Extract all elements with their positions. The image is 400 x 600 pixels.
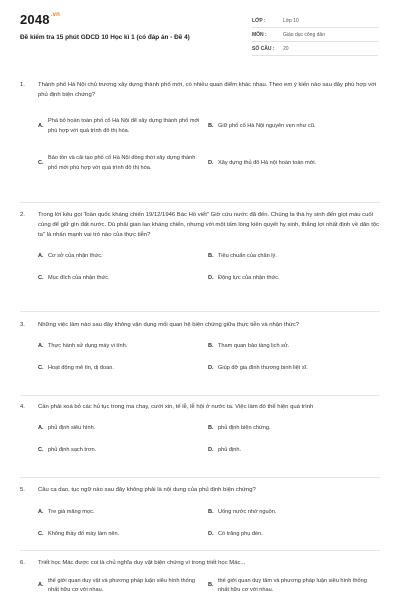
question-number: 1. [20,82,25,88]
option-list [20,502,380,546]
question-divider [20,202,380,203]
option-text: thế giới quan duy vật và phương pháp luận siêu hình thống nhất hữu cơ với nhau. [48,577,195,593]
option-letter: C. [38,531,44,538]
question-divider [20,550,380,551]
exam-info-table [252,14,378,56]
question-text: Thành phố Hà Nội chủ trương xây dựng thành phố mới, có nhiều quan điểm khác nhau. Theo em ý kiến nào sau đây phù hợp với phủ định biện chứng? [38,82,377,98]
option-c[interactable] [38,524,208,546]
option-c[interactable] [38,268,208,290]
option-letter: A. [38,343,44,350]
option-letter: B. [208,343,214,350]
logo-suffix: .vn [50,12,61,18]
option-d[interactable] [208,440,378,462]
option-letter: A. [38,582,44,589]
logo-text: 2048 [20,12,50,27]
question-4 [20,402,380,462]
option-letter: A. [38,253,44,260]
option-text: Uống nước nhớ nguồn. [218,509,277,516]
option-list [20,108,380,182]
option-letter: C. [38,275,44,282]
option-letter: B. [208,425,214,432]
option-letter: D. [208,365,214,372]
info-row-count [252,42,378,56]
question-text: Những việc làm nào sau đây không vận dụng mối quan hệ biện chứng giữa thực tiễn và nhận thức? [38,322,300,328]
option-letter: D. [208,531,214,538]
question-header [20,320,380,330]
option-letter: A. [38,425,44,432]
option-text: Không thầy đố mày làm nên. [48,531,120,538]
question-number: 6. [20,560,25,566]
info-key: MÔN : [252,31,267,38]
info-row-class [252,14,378,28]
option-b[interactable] [208,575,378,597]
option-text: Tiêu chuẩn của chân lý. [218,253,277,260]
option-text: Giúp đỡ gia đình thương binh liệt sĩ. [218,365,308,372]
option-text: Tre già măng mọc. [48,509,95,516]
info-value: Lớp 10 [283,17,299,24]
option-letter: D. [208,447,214,454]
option-b[interactable] [208,502,378,524]
question-number: 4. [20,404,25,410]
question-text: Triết học Mác được coi là chủ nghĩa duy vật biện chứng vì trong triết học Mác... [38,560,246,566]
option-b[interactable] [208,246,378,268]
question-1 [20,80,380,182]
info-value: 20 [283,45,289,52]
option-text: Thực hành sử dụng máy vi tính. [48,343,128,350]
option-list [20,336,380,380]
question-text: Cần phải xoá bỏ các hủ tục trong ma chay, cưới xin, tế lễ, lễ hội ở nước ta. Việc làm đó thể hiện quá trình [38,404,314,410]
info-key: LỚP : [252,17,266,24]
option-text: Có trăng phụ đèn. [218,531,263,538]
option-text: phủ định. [218,447,242,454]
option-text: phủ định siêu hình. [48,425,96,432]
option-c[interactable] [38,358,208,380]
option-letter: A. [38,122,44,129]
question-header [20,402,380,412]
option-list [20,418,380,462]
option-letter: B. [208,122,214,129]
option-text: Cơ sở của nhận thức. [48,253,103,260]
option-text: Động lực của nhận thức. [218,275,280,282]
option-text: phủ định biện chứng. [218,425,271,432]
option-text: Tham quan bảo tàng lịch sử. [218,343,290,350]
option-list [20,246,380,290]
option-text: Mục đích của nhận thức. [48,275,110,282]
question-2 [20,210,380,290]
option-b[interactable] [208,418,378,440]
option-text: thế giới quan duy tâm và phương pháp luận siêu hình thống nhất hữu cơ với nhau. [218,577,367,593]
info-key: SỐ CÂU : [252,45,275,52]
option-d[interactable] [208,145,378,182]
question-header [20,558,380,568]
question-header [20,80,380,100]
option-d[interactable] [208,358,378,380]
option-a[interactable] [38,575,208,597]
option-text: phủ định sạch trơn. [48,447,97,454]
option-text: Phá bỏ hoàn toàn phố cổ Hà Nội để xây dựng thành phố mới phù hợp với quá trình đô thị hóa. [48,118,200,134]
option-d[interactable] [208,268,378,290]
question-3 [20,320,380,380]
option-letter: C. [38,447,44,454]
question-number: 2. [20,212,25,218]
option-letter: B. [208,509,214,516]
question-number: 3. [20,322,25,328]
option-letter: D. [208,275,214,282]
option-a[interactable] [38,418,208,440]
question-divider [20,395,380,396]
option-c[interactable] [38,440,208,462]
option-a[interactable] [38,246,208,268]
option-b[interactable] [208,336,378,358]
option-b[interactable] [208,108,378,145]
option-text: Giữ phố cổ Hà Nội nguyên vẹn như cũ. [218,122,316,129]
question-number: 5. [20,487,25,493]
option-letter: B. [208,253,214,260]
question-text: Câu ca dao, tục ngữ nào sau đây không phải là nội dung của phủ định biện chứng? [38,487,256,493]
site-logo[interactable] [20,12,60,27]
option-text: Xây dựng thủ đô Hà nội hoàn toàn mới. [218,159,317,166]
option-text: Bảo tồn và cải tạo phố cổ Hà Nội đồng thời xây dựng thành phố mới phù hợp với quá trình đô thị hóa. [48,155,196,171]
option-letter: A. [38,509,44,516]
option-d[interactable] [208,524,378,546]
option-letter: C. [38,365,44,372]
option-letter: C. [38,159,44,166]
question-divider [20,311,380,312]
document-title: Đề kiểm tra 15 phút GDCD 10 Học kì 1 (có đáp án - Đề 4) [20,34,190,41]
question-6 [20,558,380,597]
question-header [20,485,380,495]
option-c[interactable] [38,145,208,182]
info-value: Giáo dục công dân [283,31,325,38]
info-row-subject [252,28,378,42]
question-5 [20,485,380,546]
option-letter: D. [208,159,214,166]
option-letter: B. [208,582,214,589]
option-text: Hoạt động mê tín, dị đoan. [48,365,114,372]
option-a[interactable] [38,336,208,358]
question-divider [20,477,380,478]
option-list [20,575,380,597]
question-header [20,210,380,240]
option-a[interactable] [38,502,208,524]
question-text: Trong lời kêu gọi Toàn quốc kháng chiến 19/12/1946 Bác Hồ viết" Giờ cứu nước đã đến. Chúng ta thà hy sinh đến giọt máu cuối cùng để giữ gìn đất nước. Dù phải gian lao kháng chiến, nhưng với một tấm lòng kiên quyết hy sinh, thắng lợi nhất định về dân tộc ta" là nhấn mạnh vai trò nào của thực tiễn? [38,212,380,238]
option-a[interactable] [38,108,208,145]
